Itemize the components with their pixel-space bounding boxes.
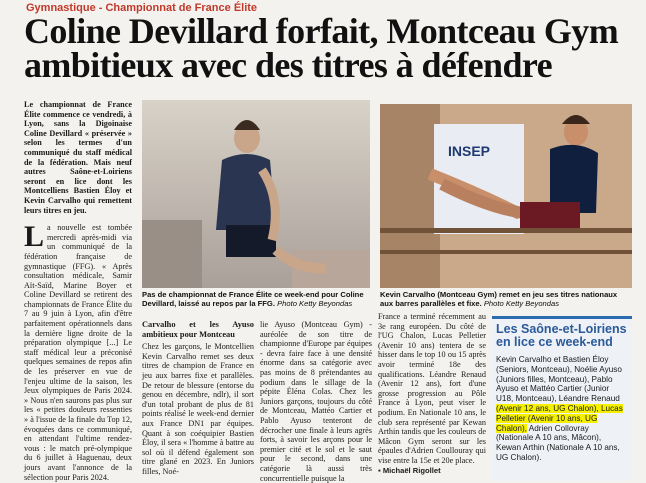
column-4: [378, 312, 486, 464]
insep-sign-text: INSEP: [448, 143, 491, 159]
article-body-1: La nouvelle est tombée mercredi après-midi via un communiqué de la fédération française de gymnastique (FFG). « Après consultation médicale, Samir Aït-Saïd, Marine Boyer et Coline Devillard se retirent des championnats de France Élite du 7 au 9 juin à Lyon, afin d'être parfaitement opérationnels dans la dernière ligne droite de la préparation olympique [...] Le staff médical leur a préconisé quelques semaines de repos afin de les préserver en vue de l'enjeu ultime de la saison, les Jeux olympiques de Paris 2024. » Nous n'en saurons pas plus sur les « petites douleurs ressenties » à l'issue de la finale du Top 12, évoquées dans ce communiqué, en attendant l'ultime rendez-vous : le match pré-olympique du 6 juillet à Haguenau, deux jours avant l'annonce de la sélection pour Paris 2024.: [24, 220, 132, 482]
photo-kevin-carvalho: [380, 104, 632, 288]
headline: Coline Devillard forfait, Montceau Gym ambitieux avec des titres à défendre: [24, 11, 619, 85]
article-body-3: lie Ayuso (Montceau Gym) - auréolée de son titre de championne d'Europe par équipes - devra faire face à une densité énorme dans sa catégorie avec pas moins de 8 prétendantes au podium dans le sillage de la pépite Éléna Colas. Chez les Juniors garçons, toujours du côté de Montceau, Mattéo Cartier et Pablo Ayuso tenteront de décrocher une finale à leurs agrès forts, à savoir les arçons pour le premier cité et le sol et le saut pour le second, dans une catégorie là aussi très concurrentielle puisque la: [260, 320, 372, 483]
column-3: [260, 320, 372, 483]
photo-caption-2: Kevin Carvalho (Montceau Gym) remet en jeu ses titres nationaux aux barres parallèles et fixe. Photo Ketty Beyondas: [380, 290, 618, 308]
column-1: [24, 100, 132, 482]
article-lead: Le championnat de France Élite commence ce vendredi, à Lyon, sans la Digoinaise Coline Devillard « préservée » selon les termes d'un communiqué du staff médical de la fédération. Mais neuf autres Saône-et-Loiriens seront en lice dont les Montcelliens Bastien Éloy et Kevin Carvalho qui remettent leurs titres en jeu.: [24, 100, 132, 215]
section-kicker: Gymnastique - Championnat de France Élite: [26, 2, 258, 14]
article-body-4: France a terminé récemment au 3e rang européen. Du côté de l'UG Chalon, Lucas Pelletier (Avenir 10 ans) tentera de se hisser dans le top 10 ou 15 après avoir terminé 18e des qualifications. Léandre Renaud (Avenir 12 ans), fort d'une grosse progression au Pôle France à Lyon, peut viser le podium. En Nationale 10 ans, le club sera représenté par Kewan Arthin tandis que les couleurs de Mâcon Gym seront sur les épaules d'Adrien Coullouray qui vise entre la 15e et 20e place.: [378, 312, 486, 465]
drop-cap: L: [24, 220, 45, 254]
sidebar-box-competitors: [492, 316, 632, 481]
photo-caption-1: Pas de championnat de France Élite ce week-end pour Coline Devillard, laissé au repos par la FFG. Photo Ketty Beyondas: [142, 290, 364, 308]
box-body: Kevin Carvalho et Bastien Éloy (Seniors, Montceau), Noélie Ayuso (Juniors filles, Montceau), Pablo Ayuso et Mattéo Cartier (Junior U18, Montceau), Léandre Renaud (Avenir 12 ans, UG Chalon), Lucas Pelletier (Avenir 10 ans, UG Chalon), Adrien Collovray (Nationale A 10 ans, Mâcon), Kewan Arthin (Nationale A 10 ans, UG Chalon).: [496, 355, 623, 462]
article-body-2: Chez les garçons, le Montcellien Kevin Carvalho remet ses deux titres de champion de France en jeu aux barres fixe et parallèles. De retour de blessure (entorse du genou en décembre, ndlr), il sort d'un total probant de plus de 81 points réalisé le week-end dernier aux France DN1 par équipes. Quant à son coéquipier Bastien Éloy, il sera « l'homme à battre au sol où il défend également son titre glané en 2023. En Juniors filles, Noé-: [142, 342, 254, 476]
subhead-carvalho: Carvalho et les Ayuso ambitieux pour Montceau: [142, 320, 254, 339]
box-title: Les Saône-et-Loiriens en lice ce week-end: [496, 322, 627, 349]
photo-coline-devillard: [142, 100, 370, 288]
highlighted-text: (Avenir 12 ans, UG Chalon), Lucas Pelletier (Avenir 10 ans, UG Chalon),: [496, 403, 623, 433]
column-2: [142, 320, 254, 476]
byline: ▪ Michaël Rigollet: [378, 466, 441, 475]
